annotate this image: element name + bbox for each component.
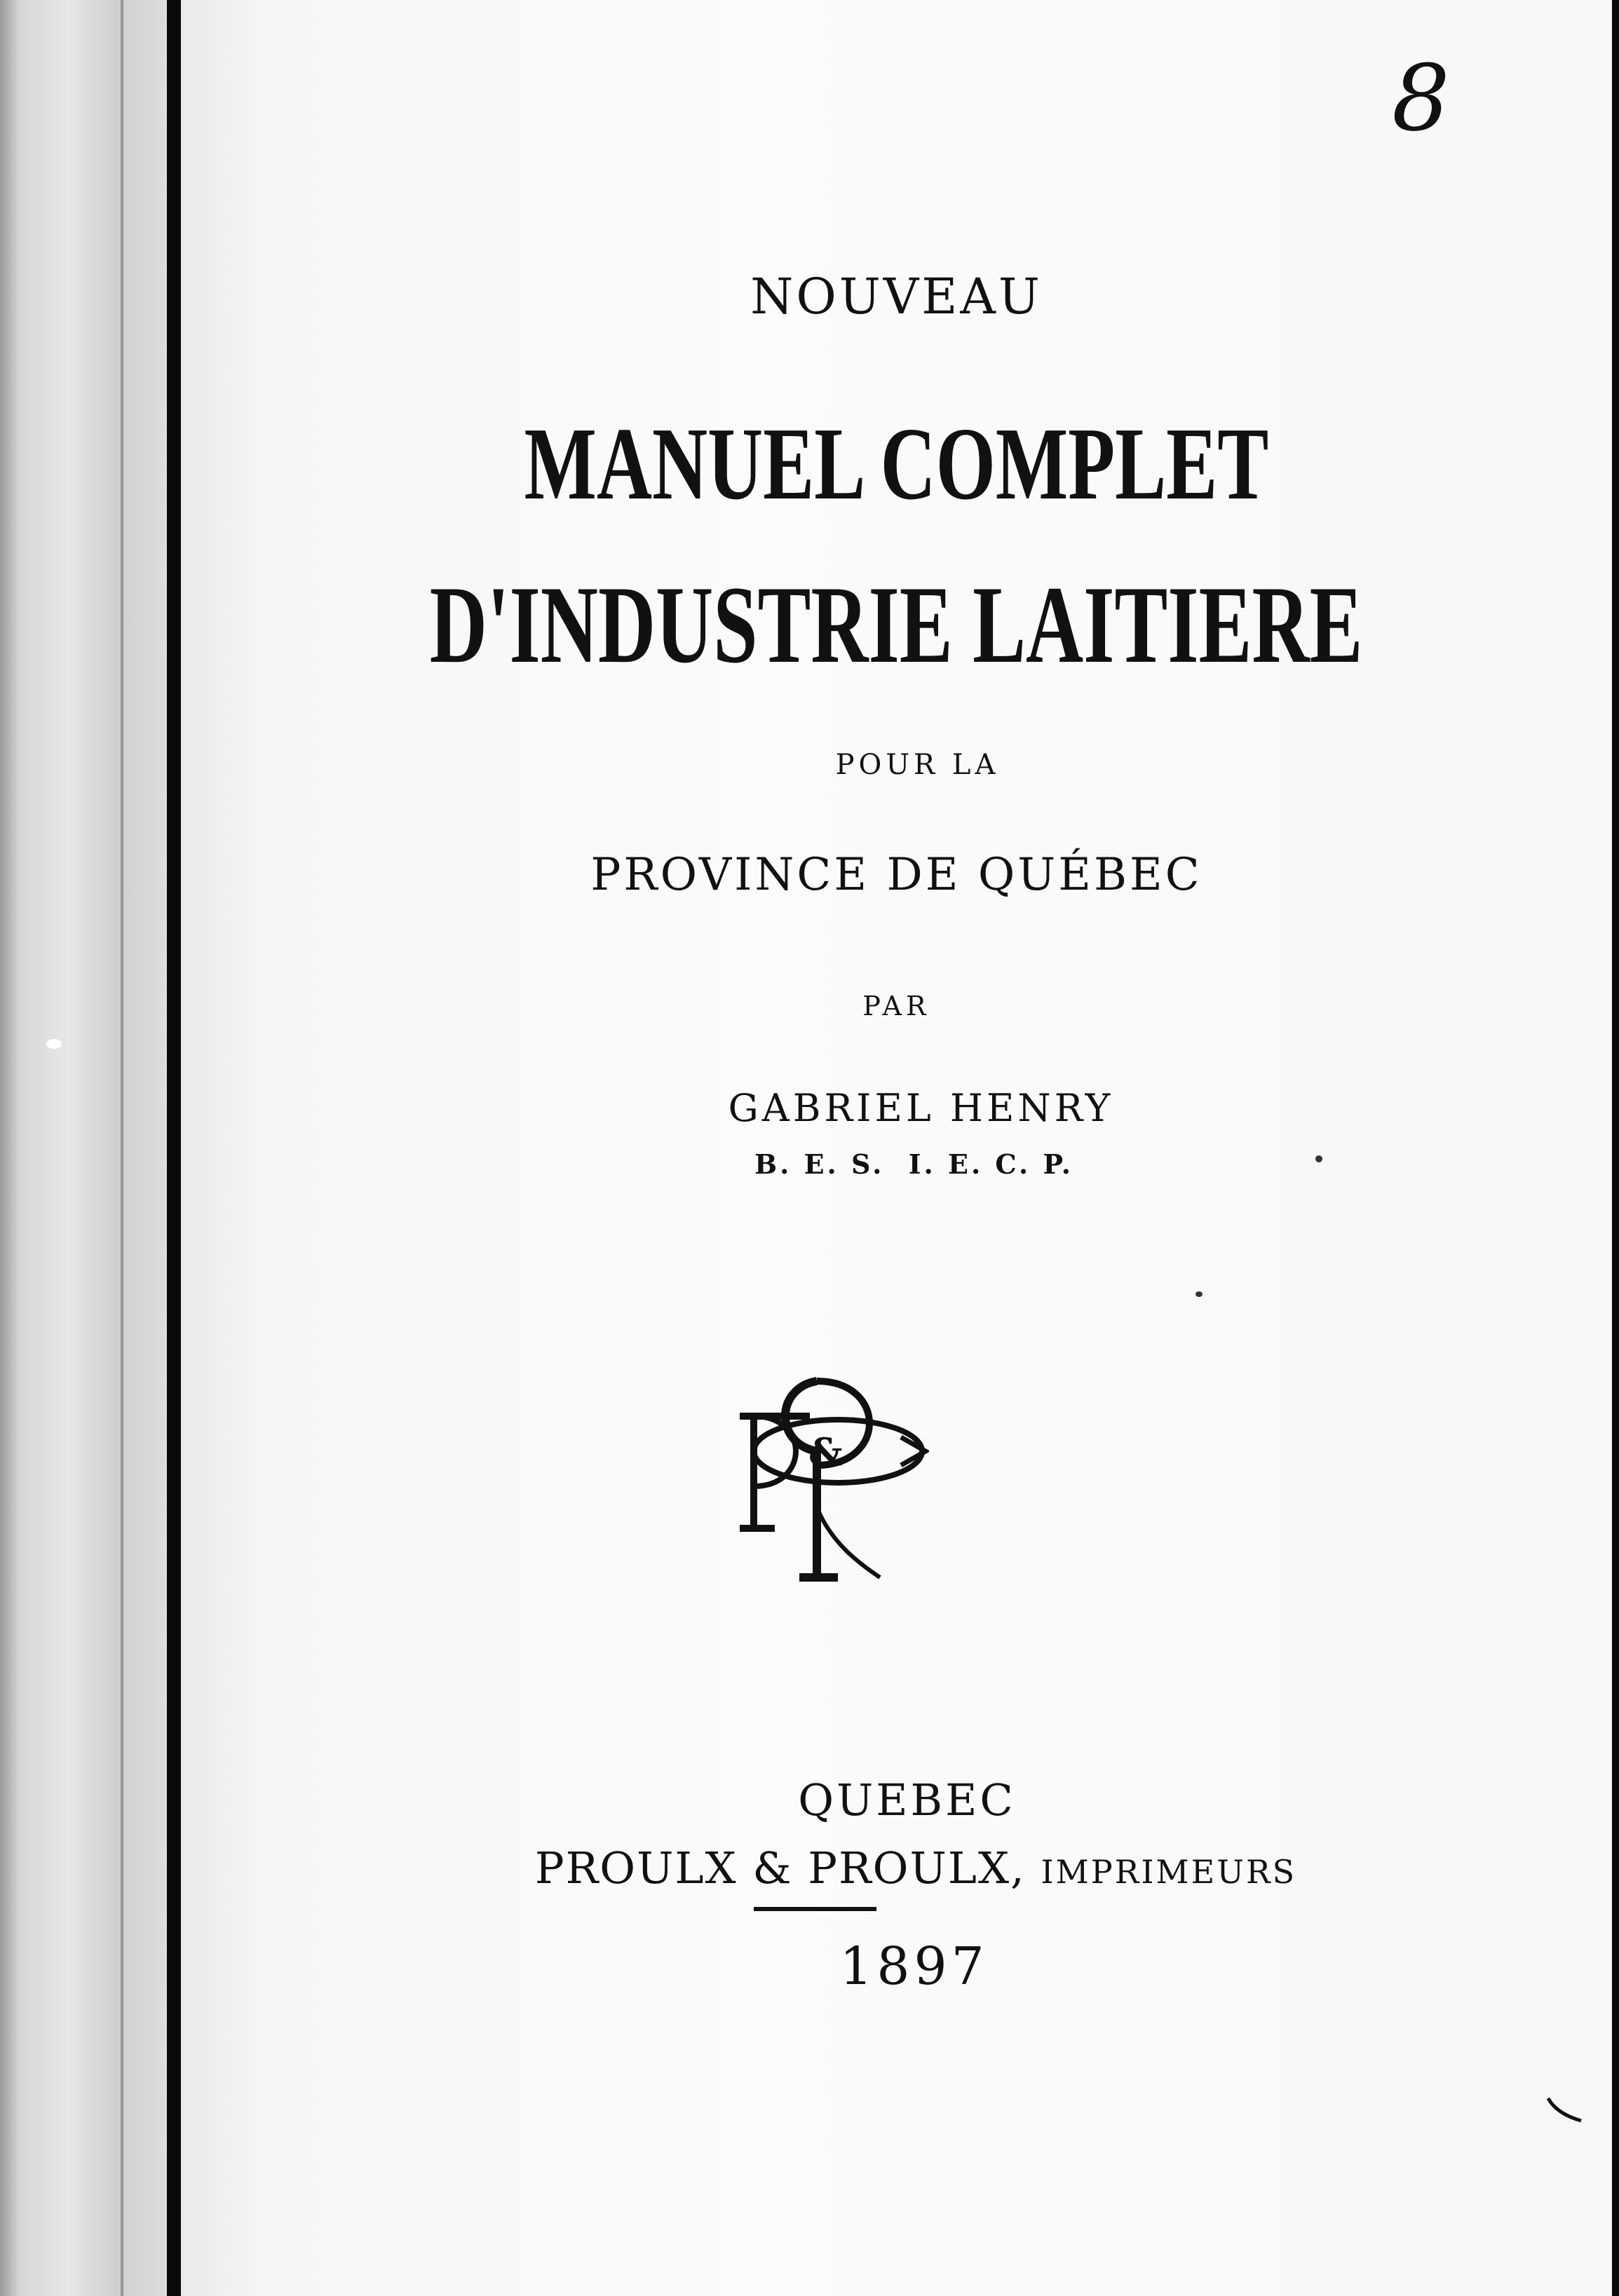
pencil-mark-icon: [1543, 2093, 1585, 2128]
city: QUEBEC: [798, 1774, 1016, 1826]
pour-la: POUR LA: [835, 749, 1000, 781]
title-line-1-text: MANUEL COMPLET: [524, 407, 1269, 522]
page-edge-shadow: [167, 0, 181, 2296]
spine-fold-line: [121, 0, 123, 2296]
ink-speck: [46, 1039, 62, 1049]
publisher-monogram-pp-icon: [733, 1367, 929, 1591]
publisher-line: [181, 1840, 1612, 1900]
province-line: PROVINCE DE QUÉBEC: [590, 849, 1203, 901]
ink-speck: [1315, 1155, 1322, 1162]
author-credentials: [181, 1147, 1612, 1182]
publisher-name: PROULX & PROULX,: [534, 1842, 1026, 1894]
svg-text:&: &: [808, 1429, 843, 1474]
divider-rule: [754, 1907, 876, 1911]
ink-speck: [1195, 1291, 1203, 1297]
par: PAR: [862, 991, 930, 1021]
title-line-1: [181, 407, 1612, 522]
title-line-2-text: D'INDUSTRIE LAITIERE: [430, 564, 1363, 686]
publication-year: 1897: [839, 1936, 989, 1997]
author-credentials-text: B. E. S. I. E. C. P.: [754, 1148, 1073, 1180]
book-spine: [0, 0, 167, 2296]
nouveau-heading: NOUVEAU: [750, 268, 1043, 325]
publisher-role: IMPRIMEURS: [1041, 1853, 1297, 1891]
handwritten-page-mark: 8: [1392, 45, 1450, 151]
title-line-2: [181, 564, 1612, 686]
scan-border: [1612, 0, 1619, 2296]
author-name: GABRIEL HENRY: [728, 1086, 1114, 1130]
